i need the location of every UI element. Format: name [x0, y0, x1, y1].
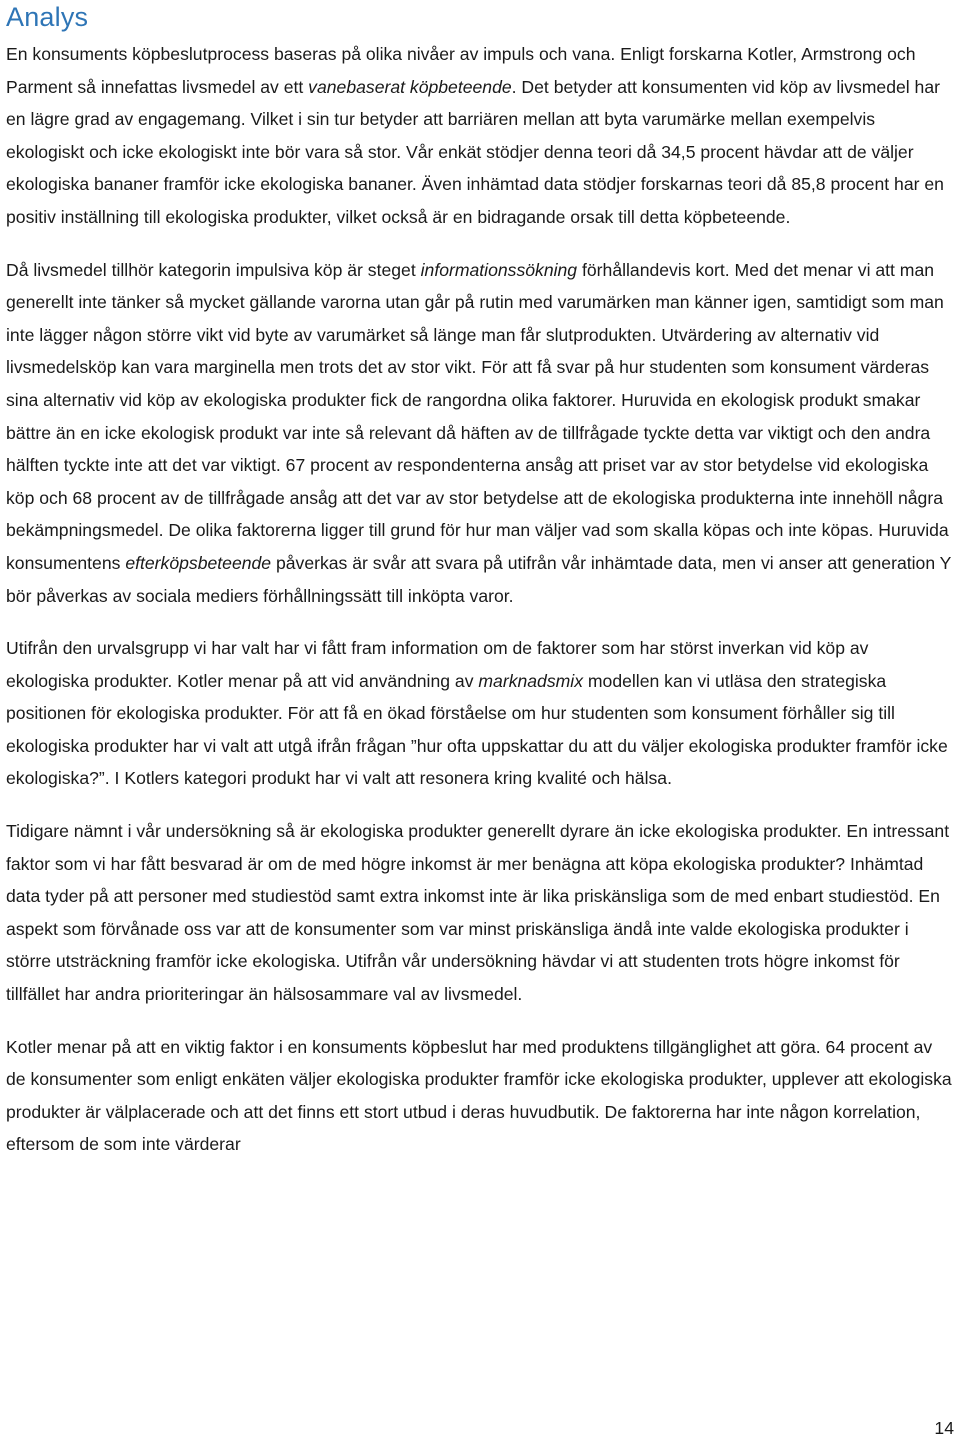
text-run: påverkas är svår att svara på utifrån vår inhämtade data, men vi anser att generation Y bör påverkas av sociala mediers förhållningssätt till inköpta varor.: [6, 552, 952, 606]
italic-term: informationssökning: [420, 259, 578, 280]
paragraph: [6, 38, 956, 234]
text-run: Kotler menar på att en viktig faktor i en konsuments köpbeslut har med produktens tillgänglighet att göra. 64 procent av de konsumenter som enligt enkäten väljer ekologiska produkter framför icke ekologiska produkter, upplever att ekologiska produkter är välplacerade och att det finns ett stort utbud i deras huvudbutik. De faktorerna har inte någon korrelation, eftersom de som inte värderar: [6, 1036, 952, 1155]
paragraph: [6, 254, 956, 613]
text-run: modellen kan vi utläsa den strategiska positionen för ekologiska produkter. För att få en ökad förståelse om hur studenten som konsument förhåller sig till ekologiska produkter har vi valt att utgå ifrån frågan ”hur ofta uppskattar du att du väljer ekologiska produkter framför icke ekologiska?”. I Kotlers kategori produkt har vi valt att resonera kring kvalité och hälsa.: [6, 670, 948, 789]
document-page: [6, 0, 956, 1161]
section-heading: Analys: [6, 2, 89, 32]
italic-term: vanebaserat köpbeteende: [308, 76, 512, 97]
paragraph: [6, 815, 956, 1011]
italic-term: efterköpsbeteende: [125, 552, 272, 573]
text-run: En konsuments köpbeslutprocess baseras på olika nivåer av impuls och vana. Enligt forskarna Kotler, Armstrong och Parment så innefattas livsmedel av ett: [6, 44, 916, 97]
paragraph: [6, 1031, 956, 1161]
paragraph: [6, 632, 956, 795]
text-run: . Det betyder att konsumenten vid köp av livsmedel har en lägre grad av engagemang. Vilket i sin tur betyder att barriären mellan att byta varumärke mellan exempelvis ekologiskt och icke ekologiskt inte bör vara så stor. Vår enkät stödjer denna teori då 34,5 procent hävdar att de väljer ekologiska bananer framför icke ekologiska bananer. Även inhämtad data stödjer forskarnas teori då 85,8 procent har en positiv inställning till ekologiska produkter, vilket också är en bidragande orsak till detta köpbeteende.: [6, 76, 944, 227]
text-run: Utifrån den urvalsgrupp vi har valt har vi fått fram information om de faktorer som har störst inverkan vid köp av ekologiska produkter. Kotler menar på att vid användning av: [6, 638, 869, 691]
text-run: Tidigare nämnt i vår undersökning så är ekologiska produkter generellt dyrare än icke ekologiska produkter. En intressant faktor som vi har fått besvarad är om de med högre inkomst är mer benägna att köpa ekologiska produkter? Inhämtad data tyder på att personer med studiestöd samt extra inkomst inte är lika priskänsliga som de med enbart studiestöd. En aspekt som förvånade oss var att de konsumenter som var minst priskänsliga ändå inte valde ekologiska produkter i större utsträckning framför icke ekologiska. Utifrån vår undersökning hävdar vi att studenten trots högre inkomst för tillfället har andra prioriteringar än hälsosammare val av livsmedel.: [6, 821, 950, 1005]
text-run: förhållandevis kort. Med det menar vi att man generellt inte tänker så mycket gällande varorna utan går på rutin med varumärken man känner igen, samtidigt som man inte lägger någon större vikt vid byte av varumärket så länge man får slutprodukten. Utvärdering av alternativ vid livsmedelsköp kan vara marginella men trots det av stor vikt. För att få svar på hur studenten som konsument värderas sina alternativ vid köp av ekologiska produkter fick de rangordna olika faktorer. Huruvida en ekologisk produkt smakar bättre än en icke ekologisk produkt var inte så relevant då häften av de tillfrågade tyckte detta var viktigt och den andra hälften tyckte inte att det var viktigt. 67 procent av respondenterna ansåg att priset var av stor betydelse vid ekologiska köp och 68 procent av de tillfrågade ansåg att det var av stor betydelse att de ekologiska produkterna inte innehöll några bekämpningsmedel. De olika faktorerna ligger till grund för hur man väljer vad som skalla köpas och inte köpas. Huruvida konsumentens: [6, 259, 949, 573]
text-run: Då livsmedel tillhör kategorin impulsiva köp är steget: [6, 259, 421, 280]
page-number: 14: [934, 1418, 954, 1438]
italic-term: marknadsmix: [478, 670, 583, 691]
